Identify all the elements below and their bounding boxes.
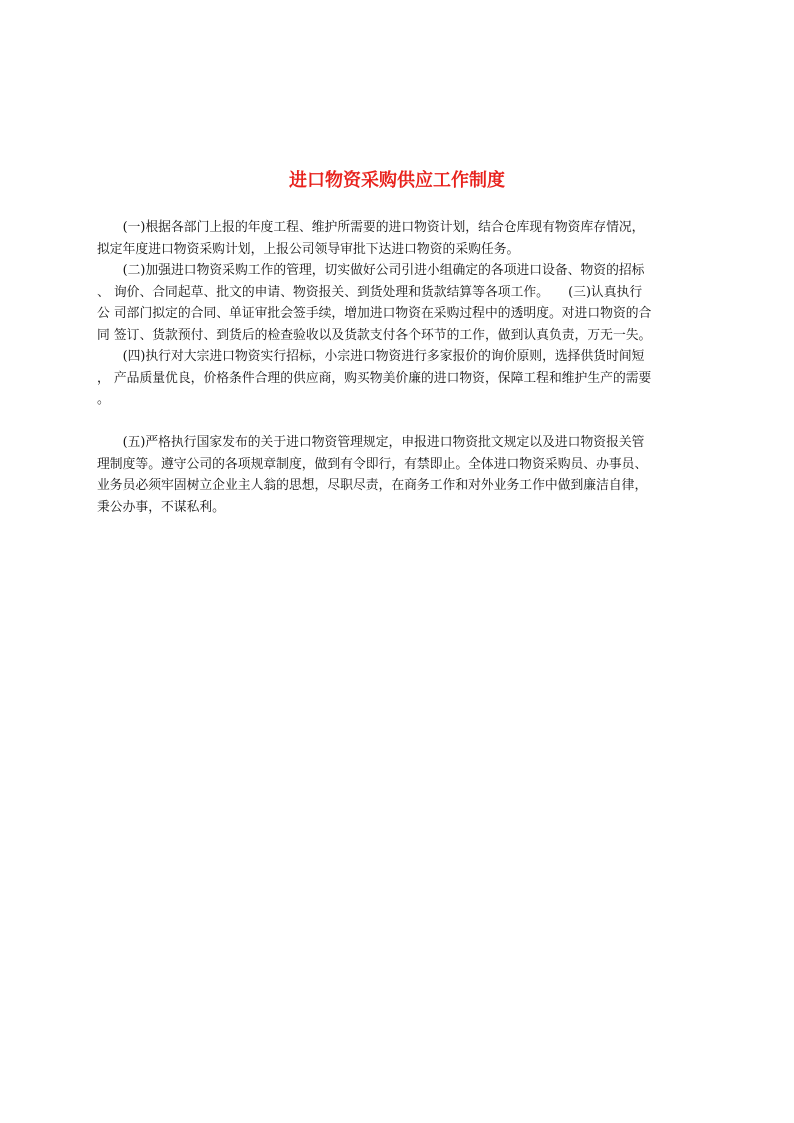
document-title: 进口物资采购供应工作制度	[289, 170, 505, 191]
paragraph-5-line-2: 理制度等。遵守公司的各项规章制度，做到有令即行，有禁即止。全体进口物资采购员、办事员、	[97, 456, 648, 472]
paragraph-3-line-2: 同 签订、货款预付、到货后的检查验收以及货款支付各个环节的工作，做到认真负责，万无一失。	[97, 327, 652, 343]
paragraph-4-line-2: ， 产品质量优良，价格条件合理的供应商，购买物美价廉的进口物资，保障工程和维护生产的需要	[97, 370, 652, 386]
paragraph-4-line-1: (四)执行对大宗进口物资实行招标，小宗进口物资进行多家报价的询价原则，选择供货时间短	[97, 349, 645, 364]
paragraph-5-line-1: (五)严格执行国家发布的关于进口物资管理规定，申报进口物资批文规定以及进口物资报关管	[97, 435, 645, 450]
paragraph-3-line-1: 公 司部门拟定的合同、单证审批会签手续，增加进口物资在采购过程中的透明度。对进口物资的合	[97, 306, 652, 321]
paragraph-2-line-2: 、 询价、合同起草、批文的申请、物资报关、到货处理和货款结算等各项工作。 (三)认真执行	[97, 284, 643, 300]
paragraph-4-line-3: 。	[97, 392, 110, 407]
paragraph-2-line-1: (二)加强进口物资采购工作的管理，切实做好公司引进小组确定的各项进口设备、物资的招标	[97, 263, 645, 278]
paragraph-1-line-1: (一)根据各部门上报的年度工程、维护所需要的进口物资计划，结合仓库现有物资库存情况，	[97, 220, 645, 235]
paragraph-5-line-3: 业务员必须牢固树立企业主人翁的思想，尽职尽责，在商务工作和对外业务工作中做到廉洁自律，	[97, 478, 648, 493]
paragraph-5-line-4: 秉公办事，不谋私利。	[97, 499, 225, 515]
paragraph-1-line-2: 拟定年度进口物资采购计划，上报公司领导审批下达进口物资的采购任务。	[97, 241, 520, 257]
document-body	[97, 217, 709, 518]
paragraph-spacer	[97, 411, 709, 433]
